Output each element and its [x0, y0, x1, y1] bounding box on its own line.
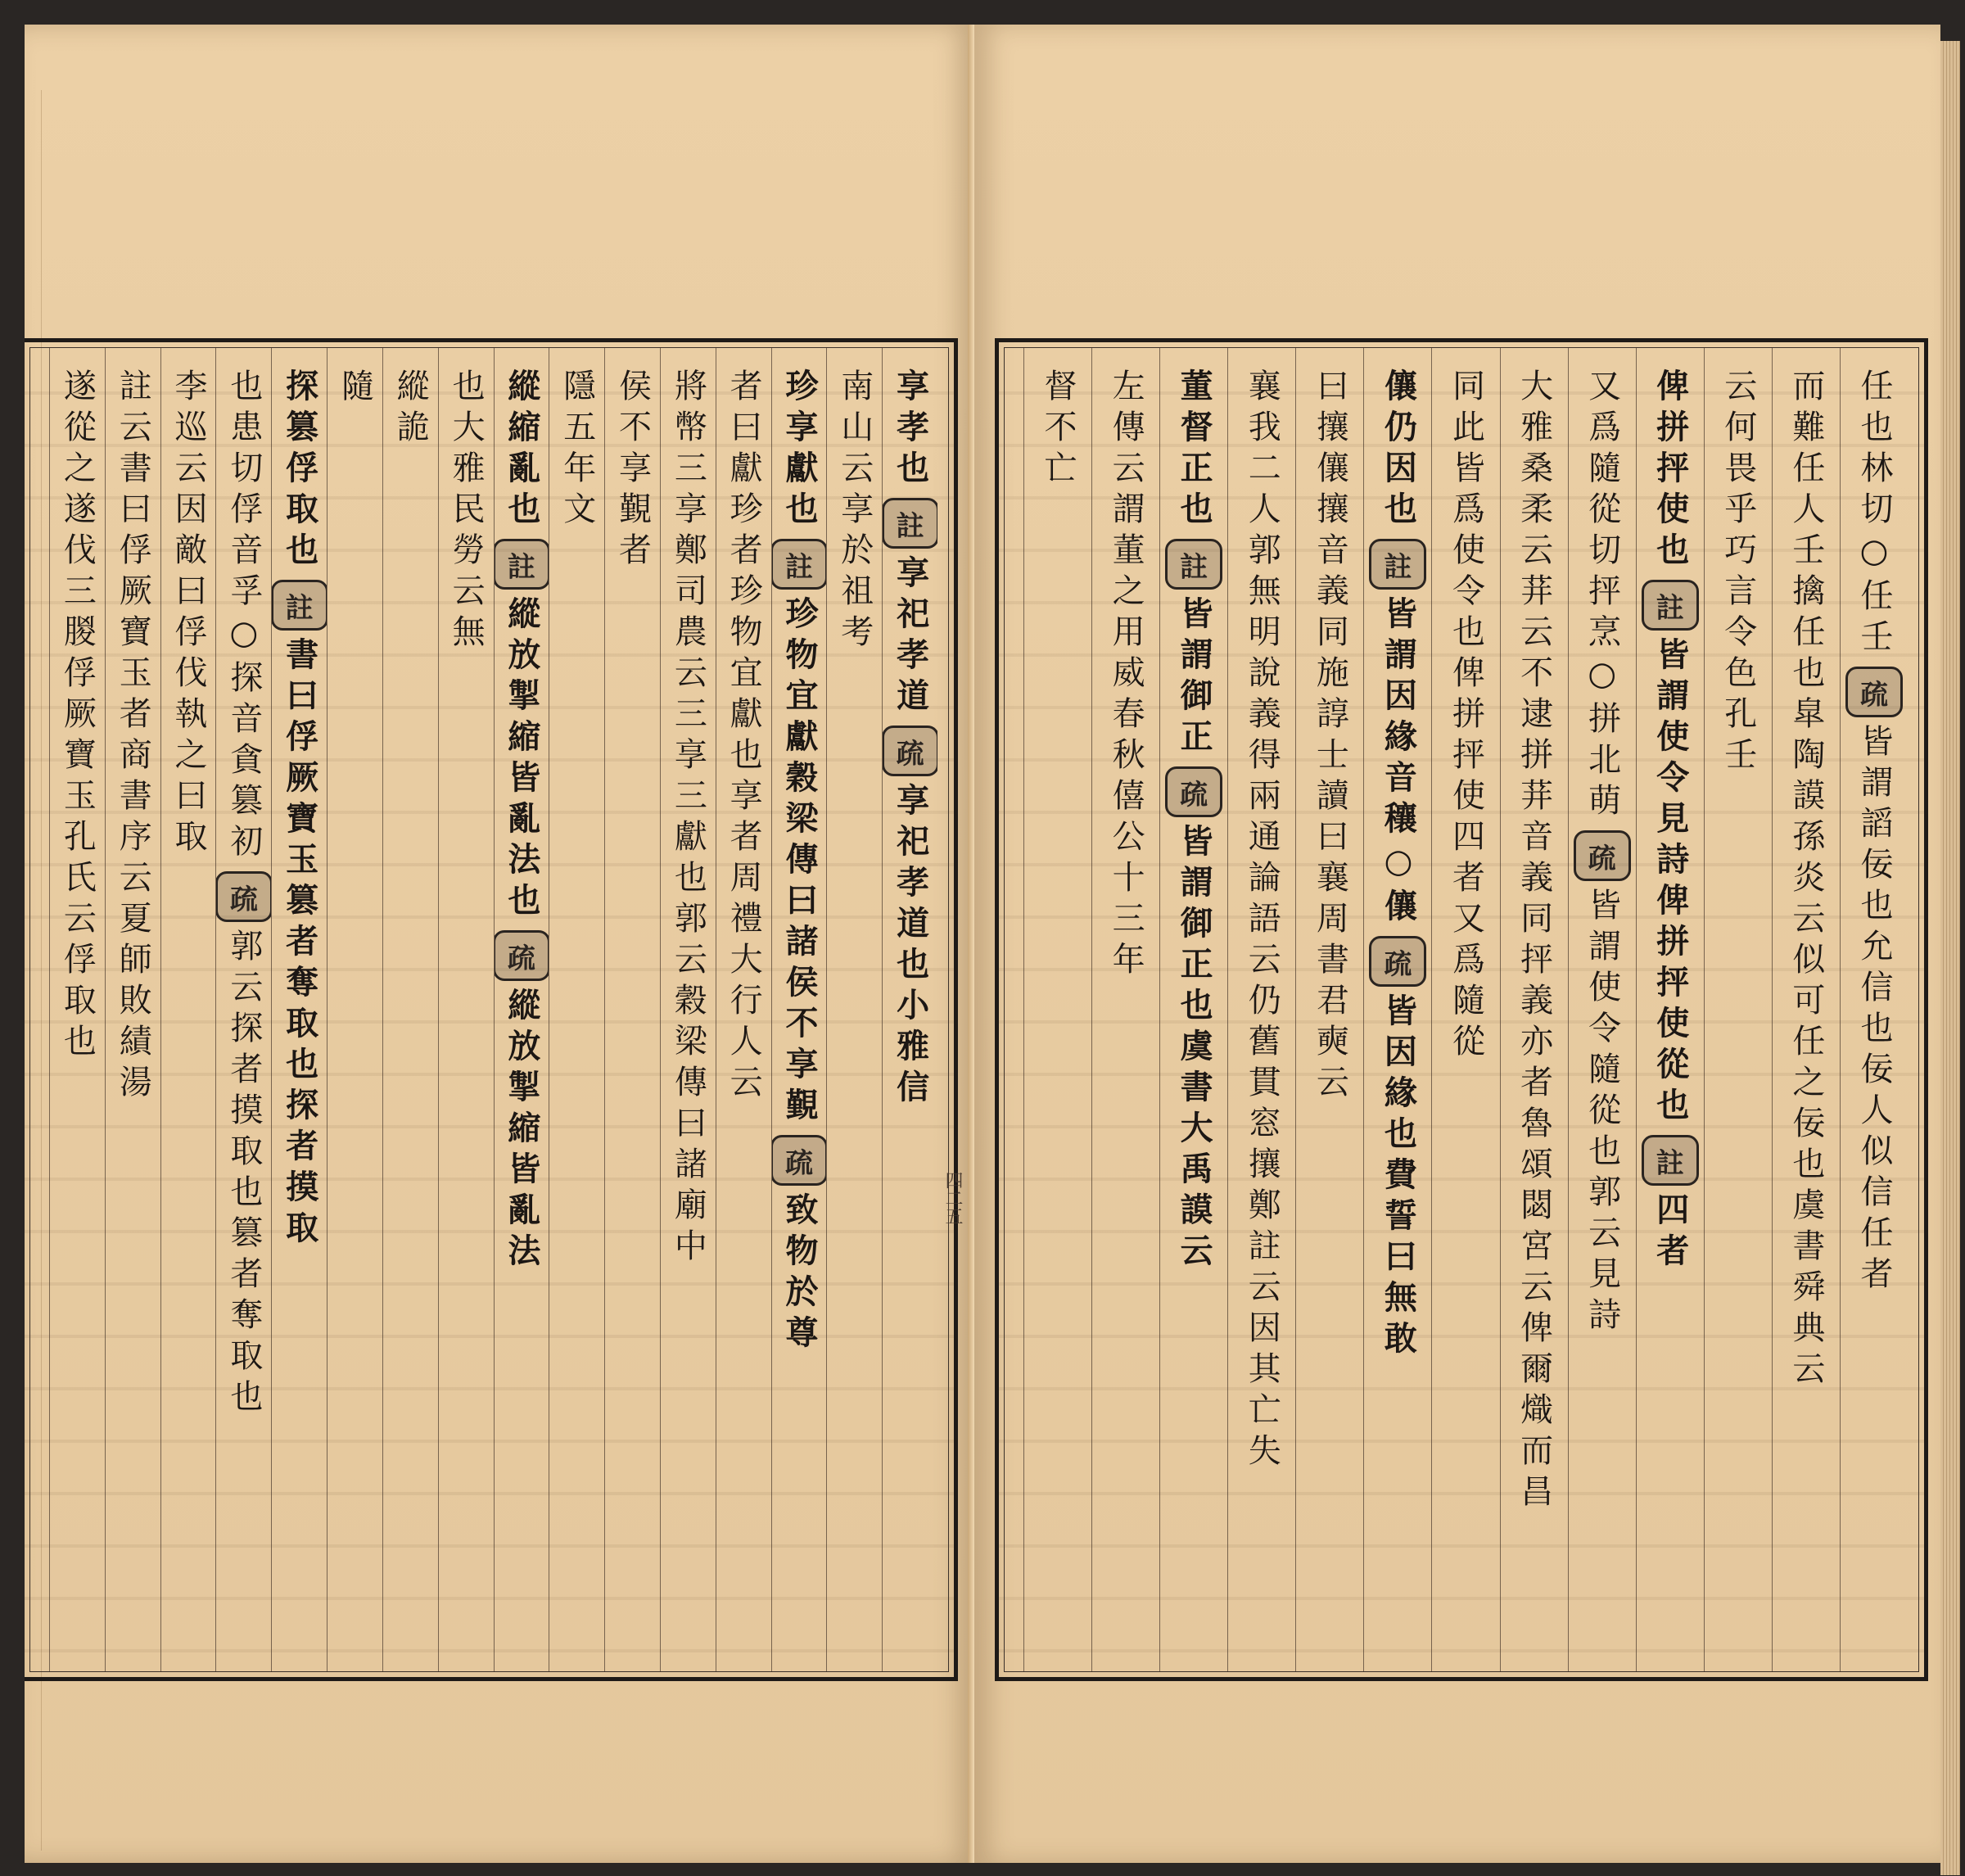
right-column-2 — [1772, 347, 1840, 1672]
left-column-16 — [49, 347, 105, 1672]
annotation-text: 也大雅民勞云無 — [447, 368, 486, 655]
commentary-seal: 註 — [1642, 1135, 1699, 1186]
subcommentary-seal: 疏 — [1165, 766, 1222, 817]
annotation-text: 林切○任壬 — [1854, 450, 1893, 660]
right-column-12 — [1091, 347, 1159, 1672]
right-column-10 — [1227, 347, 1295, 1672]
left-text-frame — [25, 338, 958, 1681]
left-columns — [49, 347, 937, 1672]
left-page — [25, 25, 974, 1863]
annotation-text: 孫炎云似可任之佞也虞書舜典云 — [1787, 819, 1825, 1392]
annotation-text: 侯不享覲者 — [613, 368, 652, 573]
headword-text: 俾拼抨使也 — [1651, 368, 1690, 573]
headword-text: 儴仍因也 — [1379, 368, 1418, 532]
annotation-text: 隱五年文 — [558, 368, 596, 532]
annotation-text: 皆謂使令隨從也郭云見詩 — [1583, 888, 1621, 1338]
annotation-text: 南山云享於祖考 — [835, 368, 874, 655]
right-column-1 — [1840, 347, 1908, 1672]
headword-text: 享孝也 — [891, 368, 930, 491]
annotation-text: 廟中 — [669, 1187, 707, 1269]
page-stack-edge — [1940, 41, 1960, 1875]
annotation-text: 大雅桑柔云荓云不逮拼荓音義同抨義亦 — [1515, 368, 1553, 1065]
annotation-text: 致物於尊 — [779, 1192, 819, 1356]
left-column-12 — [271, 347, 327, 1672]
folio-number: 四二五 — [942, 1171, 963, 1225]
annotation-text: 左傳云謂 — [1107, 368, 1145, 532]
annotation-text: 而難任人壬擒任也皐陶謨 — [1787, 368, 1825, 819]
left-column-7 — [549, 347, 604, 1672]
annotation-text: 皆因緣也費誓曰無敢 — [1379, 993, 1418, 1362]
right-column-4 — [1636, 347, 1704, 1672]
subcommentary-seal: 疏 — [771, 1135, 827, 1186]
right-column-5 — [1568, 347, 1636, 1672]
right-column-3 — [1704, 347, 1772, 1672]
annotation-text: 患切俘音孚○探音貪篡初 — [224, 409, 263, 865]
annotation-text: 董之用威春秋僖公十三年 — [1107, 532, 1145, 983]
annotation-text: 也 — [224, 368, 263, 409]
annotation-text: 皆謂因緣 — [1379, 596, 1418, 760]
left-column-14 — [160, 347, 216, 1672]
subcommentary-seal: 疏 — [1369, 936, 1426, 987]
headword-text: 縱縮亂也 — [502, 368, 541, 532]
commentary-seal: 註 — [1165, 539, 1222, 590]
commentary-seal: 註 — [1642, 580, 1699, 631]
annotation-text: 四者 — [1651, 1192, 1690, 1274]
annotation-text: 註云書曰俘厥寶玉者商書序云夏師敗績湯 — [114, 368, 152, 1105]
annotation-text: 皆謂使令見詩 — [1651, 637, 1690, 883]
annotation-text: 縱放掣縮皆亂法也 — [502, 596, 541, 924]
right-columns — [1023, 347, 1908, 1672]
subcommentary-seal: 疏 — [882, 726, 937, 776]
annotation-text: 縱放掣縮皆亂法 — [502, 988, 541, 1274]
headword-text: 珍享獻也 — [779, 368, 819, 532]
left-column-10 — [382, 347, 438, 1672]
right-column-13 — [1023, 347, 1091, 1672]
subcommentary-seal: 疏 — [215, 871, 271, 922]
annotation-text: 享祀孝道 — [891, 555, 930, 719]
annotation-text: 隨 — [336, 368, 374, 409]
left-column-8 — [494, 347, 549, 1672]
annotation-text: 皆謂御正 — [1175, 596, 1214, 760]
annotation-text: 將幣三享鄭司農云三享三獻也郭云穀梁傳曰諸 — [669, 368, 707, 1187]
left-column-1 — [882, 347, 937, 1672]
right-column-9 — [1295, 347, 1363, 1672]
annotation-text: 珍物宜獻穀梁傳曰諸侯不享覲 — [779, 596, 819, 1128]
annotation-text: 督不亡 — [1039, 368, 1077, 491]
annotation-text: 同此皆爲使令也俾拼抨使四者又爲隨從 — [1447, 368, 1485, 1065]
left-column-4 — [716, 347, 771, 1672]
annotation-text: 遂從之遂伐三朡俘厥寶玉孔氏云俘取也 — [58, 368, 97, 1065]
subcommentary-seal: 疏 — [1845, 667, 1903, 717]
annotation-text: 縱詭 — [391, 368, 430, 450]
right-column-11 — [1159, 347, 1227, 1672]
subcommentary-seal: 疏 — [494, 930, 549, 981]
left-column-3 — [771, 347, 827, 1672]
annotation-text: 切抨烹○拼北萌 — [1583, 532, 1621, 824]
annotation-text: 書曰俘厥寶玉篡者奪取也探者摸取 — [280, 637, 319, 1251]
left-column-2 — [826, 347, 882, 1672]
annotation-text: 者曰獻珍者珍物宜獻也享者周禮大行人云 — [725, 368, 763, 1105]
commentary-seal: 註 — [494, 539, 549, 590]
annotation-text: 襄我二人郭無明說義得兩通論語云仍舊貫 — [1243, 368, 1281, 1105]
annotation-text: 又爲隨從 — [1583, 368, 1621, 532]
left-column-15 — [105, 347, 160, 1672]
left-column-13 — [215, 347, 271, 1672]
headword-text: 探篡俘取也 — [280, 368, 319, 573]
annotation-text: 者魯頌閟宮云俾爾熾而昌 — [1515, 1065, 1553, 1515]
annotation-text: 音穰○儴 — [1379, 760, 1418, 929]
right-column-7 — [1431, 347, 1499, 1672]
left-column-5 — [660, 347, 716, 1672]
right-column-6 — [1500, 347, 1568, 1672]
commentary-seal: 註 — [771, 539, 827, 590]
left-column-11 — [327, 347, 382, 1672]
headword-text: 俾拼抨使從也 — [1651, 883, 1690, 1128]
right-column-8 — [1363, 347, 1431, 1672]
left-column-6 — [604, 347, 660, 1672]
subcommentary-seal: 疏 — [1574, 830, 1631, 881]
commentary-seal: 註 — [1369, 539, 1426, 590]
right-text-frame — [995, 338, 1928, 1681]
right-page — [974, 25, 1940, 1863]
annotation-text: 曰攘儴攘音義同施諄士讀曰襄周書君奭云 — [1311, 368, 1349, 1105]
commentary-seal: 註 — [882, 498, 937, 549]
annotation-text: 李巡云因敵曰俘伐執之曰取 — [169, 368, 208, 860]
commentary-seal: 註 — [271, 580, 327, 631]
left-column-9 — [438, 347, 494, 1672]
annotation-text: 皆謂謟佞也允信也佞人似信任者 — [1854, 724, 1893, 1297]
headword-text: 董督正也 — [1175, 368, 1214, 532]
annotation-text: 皆謂御正也虞書大禹謨云 — [1175, 824, 1214, 1274]
annotation-text: 云何畏乎巧言令色孔壬 — [1719, 368, 1757, 778]
annotation-text: 享祀孝道也小雅信 — [891, 783, 930, 1110]
annotation-text: 郭云探者摸取也篡者奪取也 — [224, 929, 263, 1420]
annotation-text: 窓攘鄭註云因其亡失 — [1243, 1105, 1281, 1474]
annotation-text: 任也 — [1854, 368, 1893, 450]
